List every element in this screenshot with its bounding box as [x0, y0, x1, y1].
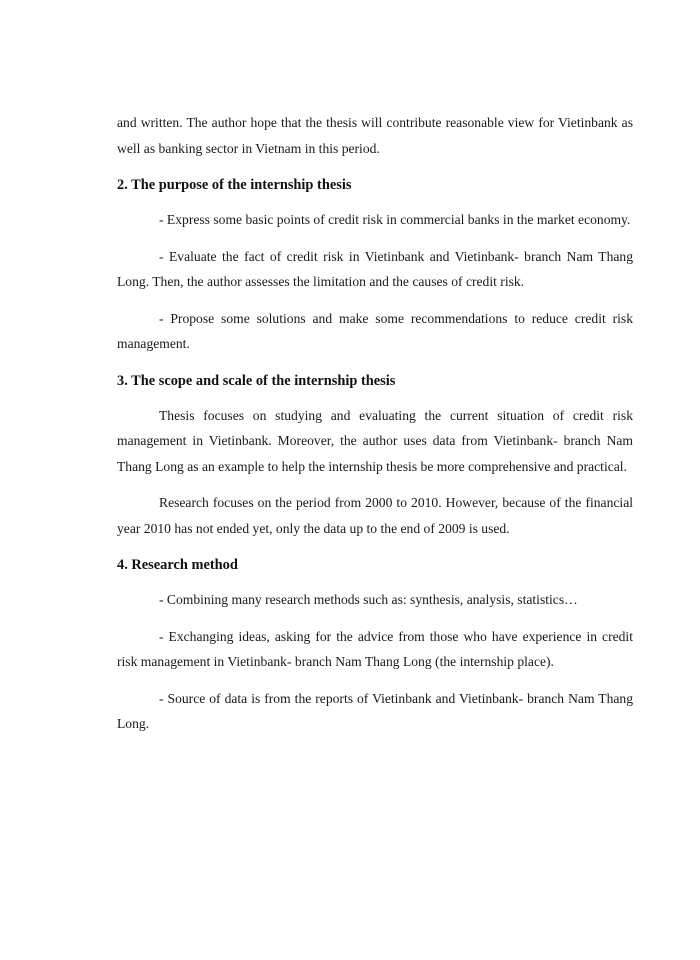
purpose-paragraph-1: - Express some basic points of credit risk in commercial banks in the market economy.: [159, 212, 631, 227]
section-heading-purpose: 2. The purpose of the internship thesis: [117, 177, 352, 193]
purpose-paragraph-2: - Evaluate the fact of credit risk in Vietinbank and Vietinbank- branch Nam Thang Long. Then, the author assesses the limitation and the causes of credit risk.: [117, 248, 633, 289]
document-body: [117, 110, 633, 737]
method-paragraph-1: - Combining many research methods such as: synthesis, analysis, statistics…: [159, 592, 578, 607]
scope-paragraph-2: Research focuses on the period from 2000 to 2010. However, because of the financial year 2010 has not ended yet, only the data up to the end of 2009 is used.: [117, 495, 633, 536]
method-paragraph-2: - Exchanging ideas, asking for the advice from those who have experience in credit risk management in Vietinbank- branch Nam Thang Long (the internship place).: [117, 628, 633, 669]
method-paragraph-3: - Source of data is from the reports of Vietinbank and Vietinbank- branch Nam Thang Long.: [117, 690, 633, 731]
section-heading-scope: 3. The scope and scale of the internship thesis: [117, 372, 396, 389]
section-heading-research-method: 4. Research method: [117, 557, 238, 573]
intro-continuation-paragraph: and written. The author hope that the thesis will contribute reasonable view for Vietinbank as well as banking sector in Vietnam in this period.: [117, 115, 633, 156]
purpose-paragraph-3: - Propose some solutions and make some recommendations to reduce credit risk management.: [117, 310, 633, 351]
scope-paragraph-1: Thesis focuses on studying and evaluating the current situation of credit risk management in Vietinbank. Moreover, the author uses data from Vietinbank- branch Nam Thang Long as an example to help the internship thesis be more comprehensive and practical.: [117, 407, 633, 474]
